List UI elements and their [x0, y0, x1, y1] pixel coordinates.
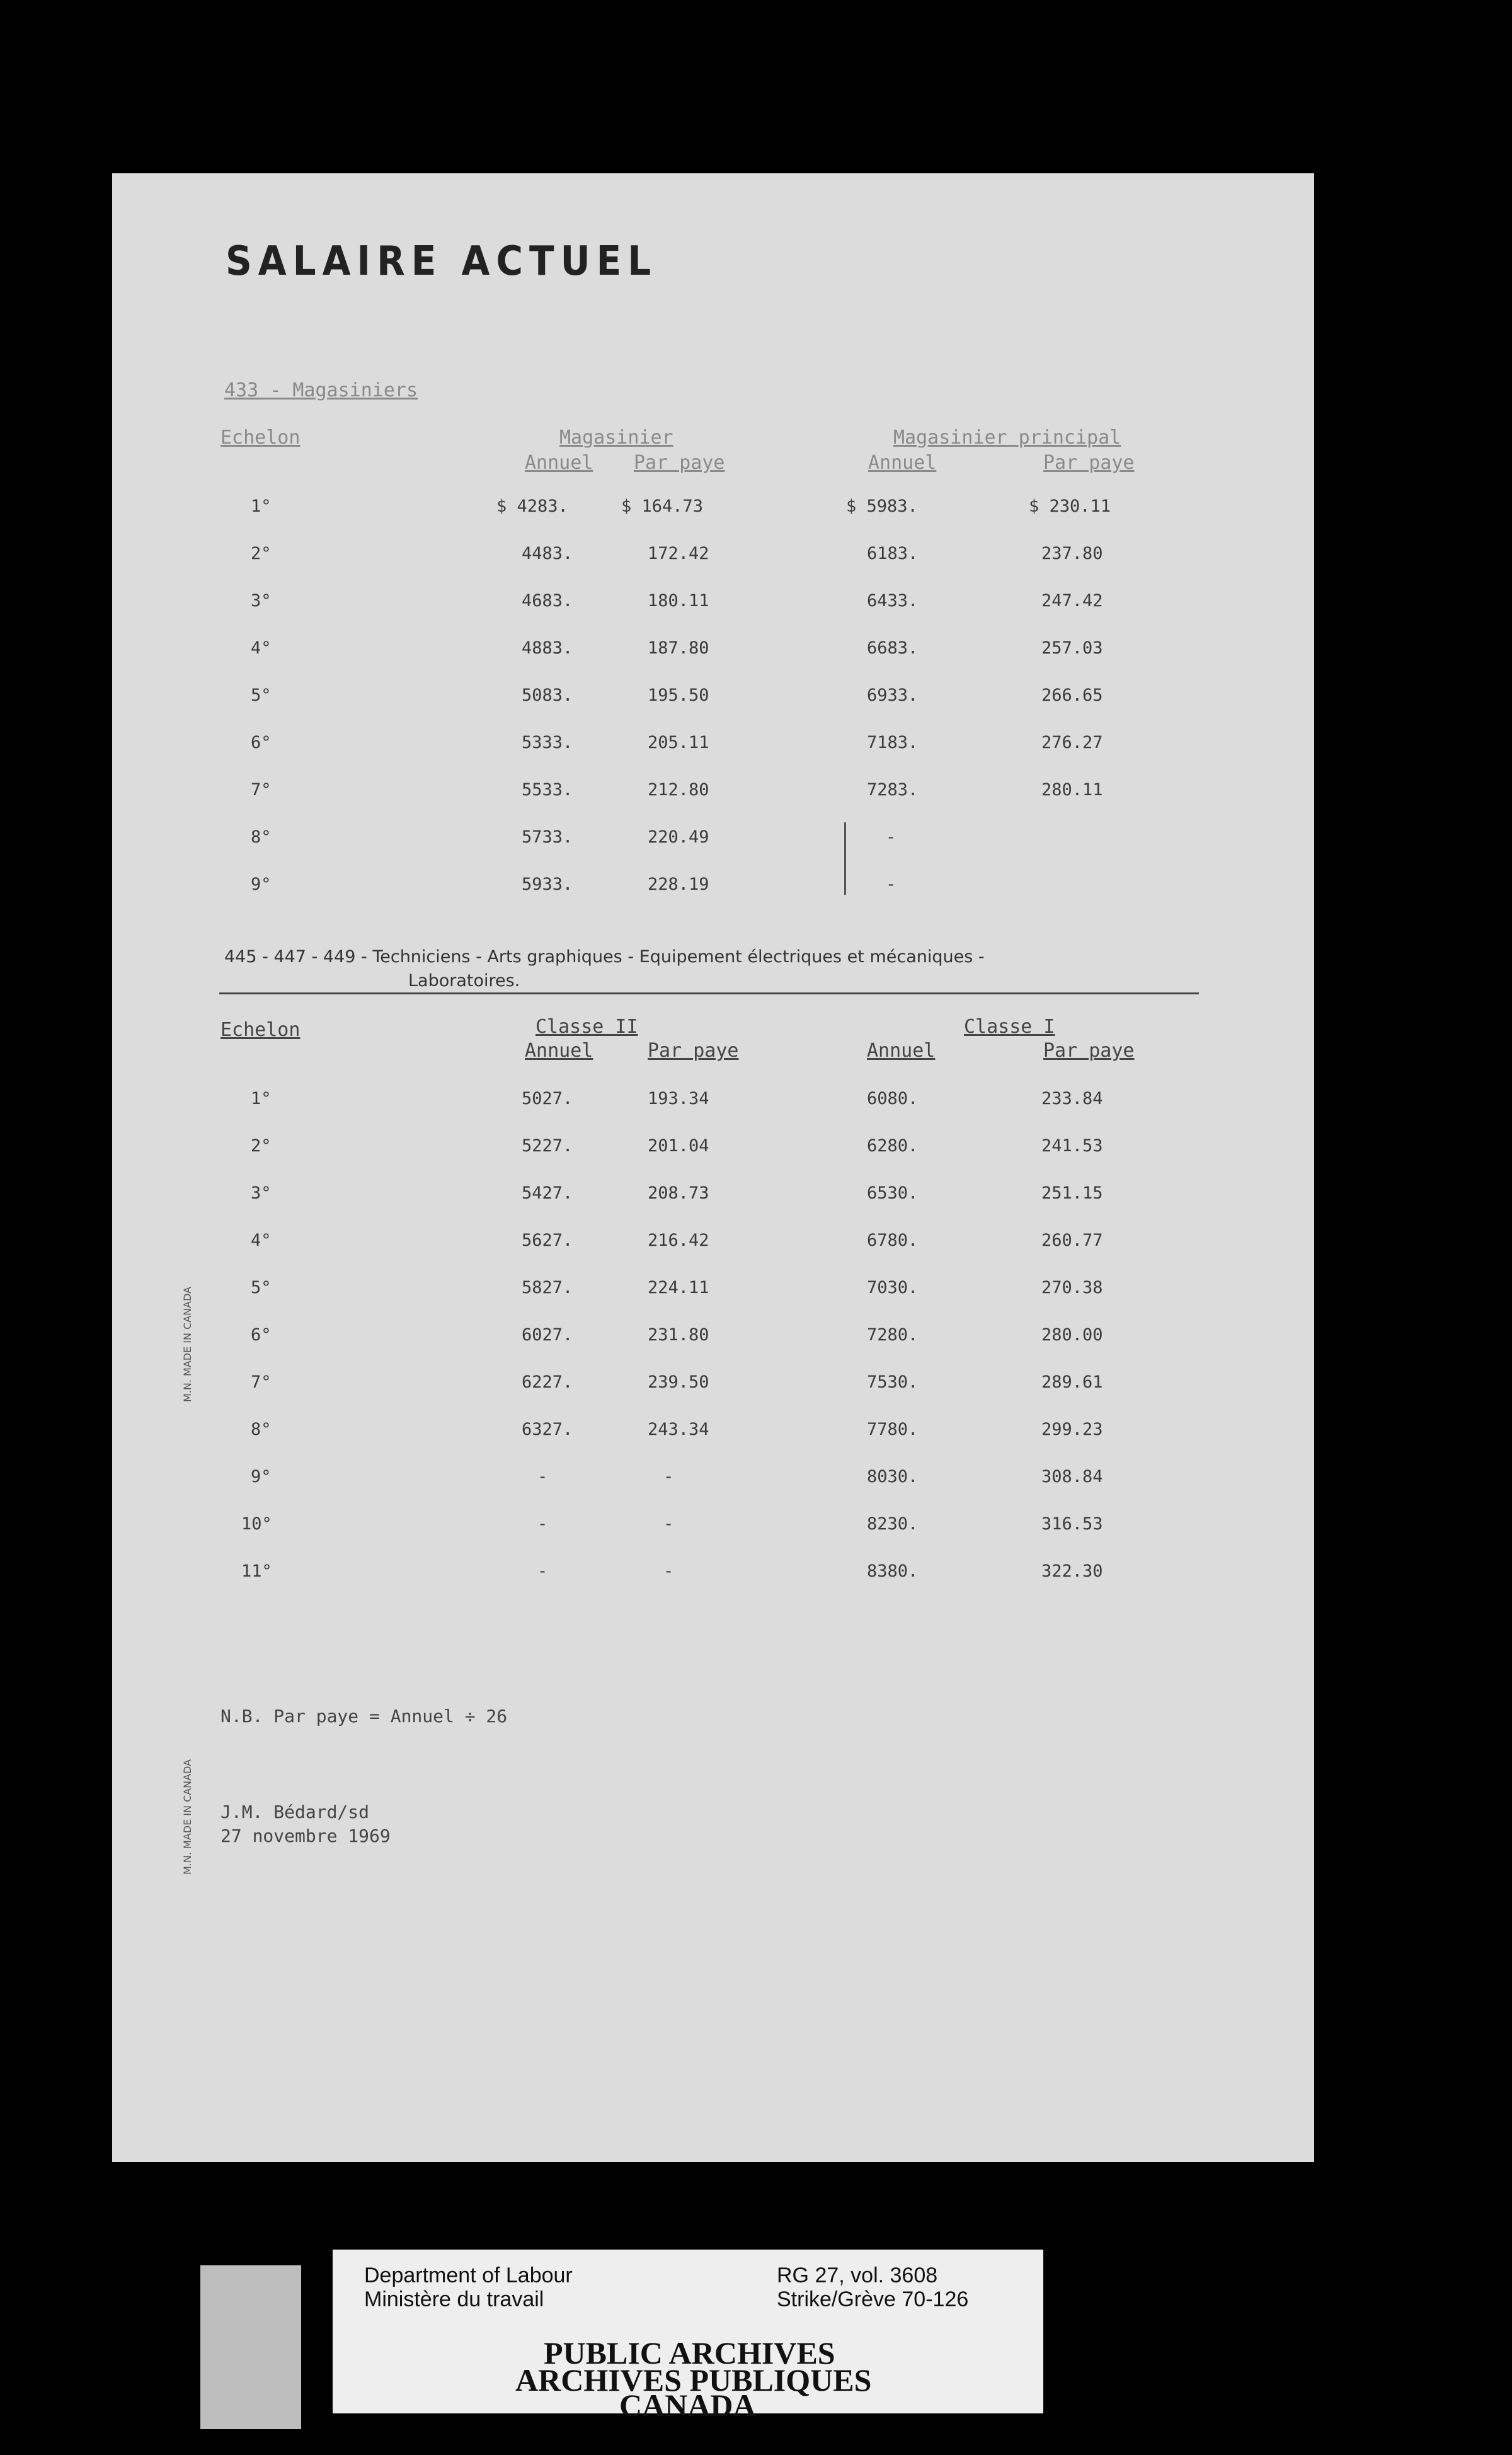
table-cell: 280.11: [1041, 780, 1103, 800]
section1-group-b-header: Magasinier principal: [893, 427, 1121, 449]
section1-title: 433 - Magasiniers: [224, 379, 418, 401]
table-cell: 193.34: [648, 1089, 709, 1108]
table-cell: 276.27: [1041, 733, 1103, 752]
note-text: N.B. Par paye = Annuel ÷ 26: [220, 1706, 508, 1727]
table-row: 6°: [251, 1325, 272, 1345]
dept-fr: Ministère du travail: [364, 2287, 544, 2311]
section1-b-annuel-header: Annuel: [868, 452, 937, 474]
table-cell: 7183.: [867, 733, 919, 752]
section2-group-b-header: Classe I: [964, 1016, 1055, 1038]
table-cell: $ 230.11: [1029, 497, 1111, 516]
section1-divider: [844, 822, 846, 895]
table-cell: 6933.: [867, 686, 919, 705]
section1-b-paye-header: Par paye: [1043, 452, 1135, 474]
table-cell: 5933.: [522, 875, 573, 894]
section2-title-line2: Laboratoires.: [408, 971, 520, 991]
table-cell: 280.00: [1041, 1325, 1103, 1345]
table-row: 10°: [241, 1514, 272, 1534]
archive-label: [333, 2250, 1043, 2423]
table-cell: 6027.: [522, 1325, 573, 1345]
table-cell: 7530.: [867, 1372, 919, 1392]
table-cell: 5027.: [522, 1089, 573, 1108]
table-cell: 247.42: [1041, 591, 1103, 611]
table-cell: 8230.: [867, 1514, 919, 1534]
table-cell: 289.61: [1041, 1372, 1103, 1392]
table-cell: 208.73: [648, 1183, 709, 1203]
table-cell: -: [663, 1514, 674, 1534]
section1-a-paye-header: Par paye: [634, 452, 725, 474]
table-cell: 7280.: [867, 1325, 919, 1345]
table-cell: 224.11: [648, 1278, 709, 1297]
table-cell: 180.11: [648, 591, 709, 611]
table-row: 5°: [251, 686, 272, 705]
table-cell: 6280.: [867, 1136, 919, 1156]
table-cell: $ 5983.: [846, 497, 918, 516]
table-row: 2°: [251, 1136, 272, 1156]
table-cell: 322.30: [1041, 1561, 1103, 1581]
table-cell: 220.49: [648, 827, 709, 847]
section2-title-line1: 445 - 447 - 449 - Techniciens - Arts graphiques - Equipement électriques et mécaniques -: [224, 947, 985, 967]
date-text: 27 novembre 1969: [220, 1825, 391, 1846]
table-cell: 6327.: [522, 1420, 573, 1439]
table-cell: 5627.: [522, 1231, 573, 1250]
table-row: 9°: [251, 875, 272, 894]
table-row: 5°: [251, 1278, 272, 1297]
table-row: 11°: [241, 1561, 272, 1581]
section2-b-annuel-header: Annuel: [867, 1040, 936, 1062]
table-cell: 5227.: [522, 1136, 573, 1156]
table-cell: 7780.: [867, 1420, 919, 1439]
table-cell: -: [537, 1514, 548, 1534]
table-row: 3°: [251, 591, 272, 611]
table-cell: -: [663, 1467, 674, 1486]
table-cell: 251.15: [1041, 1183, 1103, 1203]
table-cell: 316.53: [1041, 1514, 1103, 1534]
table-cell: 216.42: [648, 1231, 709, 1250]
table-cell: 257.03: [1041, 638, 1103, 658]
table-cell: 308.84: [1041, 1467, 1103, 1486]
table-cell: 237.80: [1041, 544, 1103, 563]
table-cell: 6780.: [867, 1231, 919, 1250]
table-cell: 243.34: [648, 1420, 709, 1439]
table-cell: 8030.: [867, 1467, 919, 1486]
table-cell: -: [663, 1561, 674, 1581]
archives-line1: PUBLIC ARCHIVES: [544, 2335, 835, 2371]
table-cell: 187.80: [648, 638, 709, 658]
archives-line2: ARCHIVES PUBLIQUES: [515, 2362, 872, 2398]
table-cell: 5827.: [522, 1278, 573, 1297]
table-cell: $ 164.73: [621, 497, 704, 516]
table-cell: 5427.: [522, 1183, 573, 1203]
section2-b-paye-header: Par paye: [1043, 1040, 1135, 1062]
table-row: 8°: [251, 827, 272, 847]
table-cell: 201.04: [648, 1136, 709, 1156]
table-row: 6°: [251, 733, 272, 752]
table-cell: 172.42: [648, 544, 709, 563]
table-row: 9°: [251, 1467, 272, 1486]
table-cell: 239.50: [648, 1372, 709, 1392]
table-cell: 205.11: [648, 733, 709, 752]
table-row: 4°: [251, 1231, 272, 1250]
table-cell: 6183.: [867, 544, 919, 563]
table-cell: 6433.: [867, 591, 919, 611]
rg-ref: RG 27, vol. 3608: [777, 2263, 938, 2287]
strike-ref: Strike/Grève 70-126: [777, 2287, 969, 2311]
table-cell: 228.19: [648, 875, 709, 894]
table-cell: 8380.: [867, 1561, 919, 1581]
table-cell: 5333.: [522, 733, 573, 752]
table-cell: 4883.: [522, 638, 573, 658]
table-row: 7°: [251, 1372, 272, 1392]
table-cell: 270.38: [1041, 1278, 1103, 1297]
section1-group-a-header: Magasinier: [559, 427, 673, 449]
table-row: 7°: [251, 780, 272, 800]
document-sheet: [112, 173, 1314, 2162]
table-cell: 260.77: [1041, 1231, 1103, 1250]
table-row: 8°: [251, 1420, 272, 1439]
margin-watermark: M.N. MADE IN CANADA: [181, 1286, 193, 1402]
table-cell: -: [886, 875, 896, 894]
table-cell: 6530.: [867, 1183, 919, 1203]
table-cell: 7030.: [867, 1278, 919, 1297]
table-row: 1°: [251, 1089, 272, 1108]
handwritten-title: SALAIRE ACTUEL: [226, 237, 658, 285]
table-cell: 6227.: [522, 1372, 573, 1392]
table-cell: 6080.: [867, 1089, 919, 1108]
table-cell: 241.53: [1041, 1136, 1103, 1156]
table-cell: -: [537, 1561, 548, 1581]
table-cell: 212.80: [648, 780, 709, 800]
table-cell: 231.80: [648, 1325, 709, 1345]
table-row: 3°: [251, 1183, 272, 1203]
table-cell: 4483.: [522, 544, 573, 563]
table-cell: 5533.: [522, 780, 573, 800]
table-row: 1°: [251, 497, 272, 516]
section2-group-a-header: Classe II: [536, 1016, 638, 1038]
table-cell: 4683.: [522, 591, 573, 611]
table-cell: 5083.: [522, 686, 573, 705]
table-row: 4°: [251, 638, 272, 658]
table-cell: 233.84: [1041, 1089, 1103, 1108]
table-row: 2°: [251, 544, 272, 563]
table-cell: -: [537, 1467, 548, 1486]
table-cell: 7283.: [867, 780, 919, 800]
section2-a-annuel-header: Annuel: [525, 1040, 593, 1062]
table-cell: -: [886, 827, 896, 847]
table-cell: 6683.: [867, 638, 919, 658]
section2-echelon-header: Echelon: [220, 1019, 301, 1041]
table-cell: 195.50: [648, 686, 709, 705]
table-cell: 299.23: [1041, 1420, 1103, 1439]
section1-echelon-header: Echelon: [220, 427, 301, 449]
section1-a-annuel-header: Annuel: [525, 452, 593, 474]
section2-title-rule: [219, 992, 1199, 994]
table-cell: $ 4283.: [496, 497, 568, 516]
section2-a-paye-header: Par paye: [648, 1040, 739, 1062]
dept-en: Department of Labour: [364, 2263, 573, 2287]
margin-watermark: M.N. MADE IN CANADA: [181, 1759, 193, 1875]
label-stub: [200, 2265, 301, 2429]
archives-line3: CANADA: [619, 2388, 756, 2423]
table-cell: 5733.: [522, 827, 573, 847]
table-cell: 266.65: [1041, 686, 1103, 705]
signature-text: J.M. Bédard/sd: [220, 1802, 370, 1822]
